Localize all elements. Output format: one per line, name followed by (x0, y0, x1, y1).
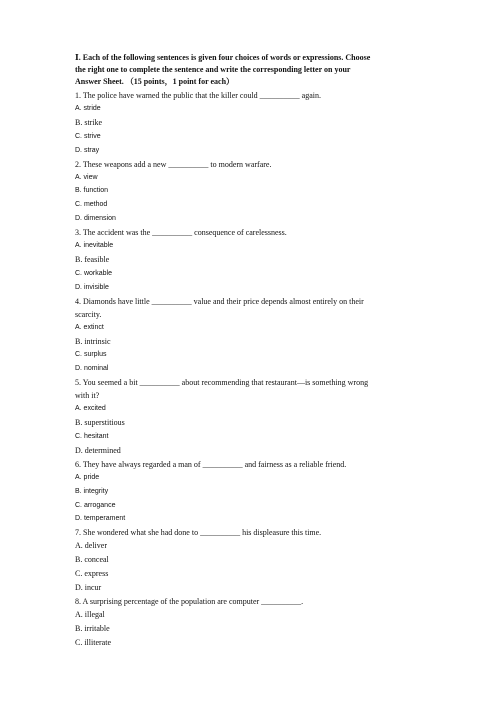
option-a: A. pride (75, 473, 100, 481)
section-instructions (75, 52, 435, 88)
option-b: B. intrinsic (75, 336, 111, 346)
exam-page (75, 52, 435, 650)
question-text: 3. The accident was the __________ consequence of carelessness. (75, 228, 287, 238)
option-b: B. irritable (75, 623, 110, 633)
question-2 (75, 158, 435, 171)
option-c: C. strive (75, 132, 101, 140)
question-text: 4. Diamonds have little __________ value and their price depends almost entirely on their (75, 296, 364, 306)
option-a: A. excited (75, 405, 106, 413)
option-a: A. extinct (75, 323, 104, 331)
option-d: D. invisible (75, 283, 109, 291)
question-text: 8. A surprising percentage of the population are computer __________. (75, 596, 304, 606)
option-d: D. temperament (75, 515, 126, 523)
option-a: A. illegal (75, 609, 105, 619)
question-text-continued: scarcity. (75, 309, 102, 319)
option-c: C. express (75, 569, 109, 579)
option-b: B. function (75, 187, 109, 195)
option-a: A. deliver (75, 541, 107, 551)
option-c: C. hesitant (75, 433, 109, 441)
instructions-line: Answer Sheet. （15 points，1 point for each） (75, 77, 235, 86)
option-b: B. feasible (75, 255, 110, 265)
question-text-continued: with it? (75, 391, 100, 401)
option-c: C. illiterate (75, 637, 111, 647)
option-d: D. determined (75, 445, 121, 455)
option-d: D. stray (75, 146, 100, 154)
option-a: A. view (75, 173, 98, 181)
question-8 (75, 595, 435, 608)
question-6 (75, 458, 435, 471)
question-1 (75, 89, 435, 102)
instructions-line: Ⅰ. Each of the following sentences is given four choices of words or expressions. Choose (75, 53, 371, 62)
question-7 (75, 526, 435, 539)
option-d: D. incur (75, 583, 102, 593)
option-b: B. strike (75, 117, 103, 127)
option-b: B. integrity (75, 487, 109, 495)
question-5 (75, 376, 435, 402)
option-b: B. superstitious (75, 418, 125, 428)
question-text: 6. They have always regarded a man of __________ and fairness as a reliable friend. (75, 459, 347, 469)
option-c: C. arrogance (75, 501, 116, 509)
option-d: D. nominal (75, 365, 109, 373)
option-c: C. workable (75, 269, 112, 277)
question-text: 1. The police have warned the public that the killer could __________ again. (75, 91, 322, 100)
question-text: 7. She wondered what she had done to __________ his displeasure this time. (75, 528, 322, 538)
option-d: D. dimension (75, 215, 116, 223)
instructions-line: the right one to complete the sentence and write the corresponding letter on your (75, 65, 351, 74)
option-a: A. inevitable (75, 242, 114, 250)
option-a: A. stride (75, 105, 101, 112)
question-text: 2. These weapons add a new __________ to modern warfare. (75, 159, 272, 169)
question-4 (75, 295, 435, 321)
option-c: C. method (75, 201, 108, 209)
option-c: C. surplus (75, 351, 107, 359)
question-text: 5. You seemed a bit __________ about recommending that restaurant—is something wrong (75, 378, 369, 388)
question-3 (75, 226, 435, 239)
option-b: B. conceal (75, 555, 109, 565)
